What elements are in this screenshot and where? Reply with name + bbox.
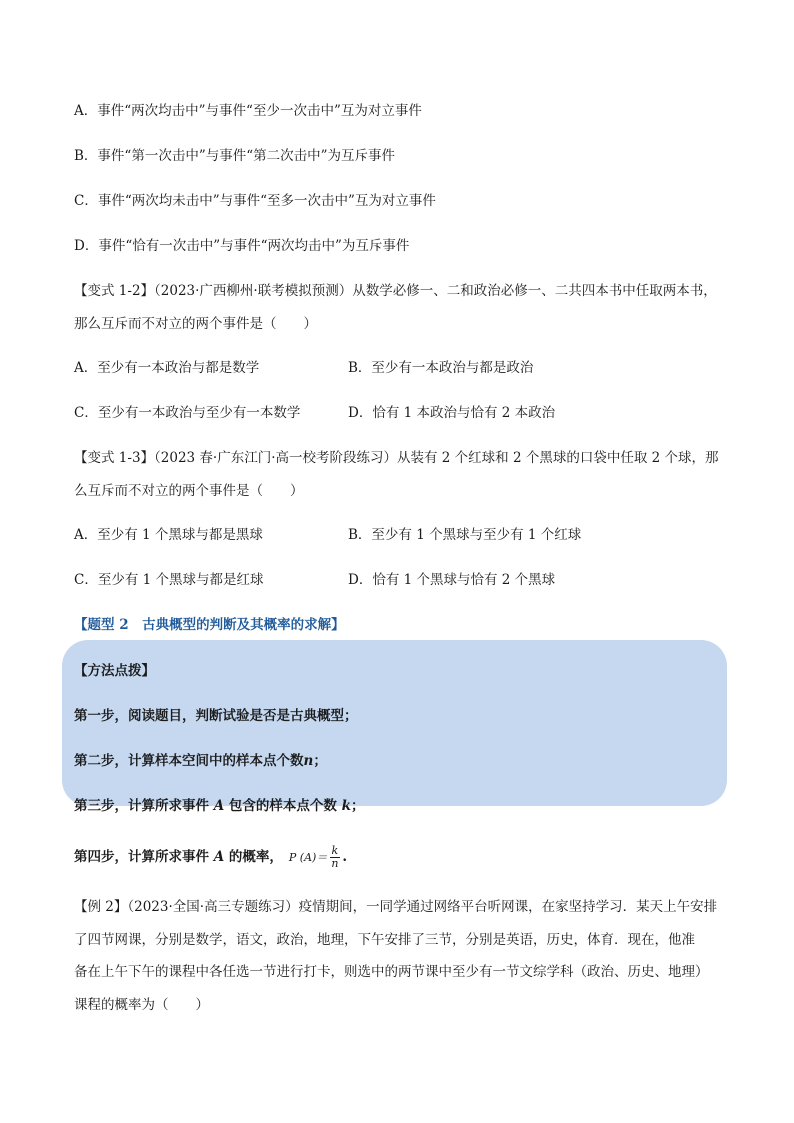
variant-1-3-option-d: D．恰有 1 个黑球与恰有 2 个黑球 <box>348 572 556 588</box>
variant-1-3-stem-line2: 么互斥而不对立的两个事件是（ ） <box>74 483 304 499</box>
method-step-3: 第三步，计算所求事件 A 包含的样本点个数 k； <box>74 798 365 814</box>
example-2-line2: 了四节网课，分别是数学，语文，政治，地理，下午安排了三节，分别是英语，历史，体育．现在，他准 <box>74 932 695 948</box>
option-d: D．事件“恰有一次击中”与事件“两次均击中”为互斥事件 <box>74 238 410 254</box>
method-heading: 【方法点拨】 <box>74 663 155 679</box>
method-step-4: 第四步，计算所求事件 A 的概率， P (A)＝ $\frac{k}{n}$ . <box>74 844 348 870</box>
variant-1-3-option-a: A．至少有 1 个黑球与都是黑球 <box>74 527 263 543</box>
example-2-line4: 课程的概率为（ ） <box>74 997 209 1013</box>
example-2-line1: 【例 2】（2023·全国·高三专题练习）疫情期间，一同学通过网络平台听网课，在家坚持学习．某天上午安排 <box>74 899 718 915</box>
option-c: C．事件“两次均未击中”与事件“至多一次击中”互为对立事件 <box>74 193 436 209</box>
variant-1-3-option-b: B．至少有 1 个黑球与至少有 1 个红球 <box>348 527 582 543</box>
probability-formula: P (A)＝ <box>288 851 328 864</box>
example-2-line3: 备在上午下午的课程中各任选一节进行打卡，则选中的两节课中至少有一节文综学科（政治、历史、地理） <box>74 964 709 980</box>
method-step-1: 第一步，阅读题目，判断试验是否是古典概型； <box>74 708 358 724</box>
option-b: B．事件“第一次击中”与事件“第二次击中”为互斥事件 <box>74 148 396 164</box>
method-step-2: 第二步，计算样本空间中的样本点个数n； <box>74 753 327 769</box>
variant-1-3-stem-line1: 【变式 1-3】（2023 春·广东江门·高一校考阶段练习）从装有 2 个红球和 2 个黑球的口袋中任取 2 个球，那 <box>74 450 719 466</box>
variant-1-2-option-b: B．至少有一本政治与都是政治 <box>348 360 534 376</box>
variant-1-2-option-a: A．至少有一本政治与都是数学 <box>74 360 260 376</box>
variant-1-2-option-c: C．至少有一本政治与至少有一本数学 <box>74 405 301 421</box>
variant-1-3-option-c: C．至少有 1 个黑球与都是红球 <box>74 572 264 588</box>
variant-1-2-stem-line1: 【变式 1-2】（2023·广西柳州·联考模拟预测）从数学必修一、二和政治必修一、二共四本书中任取两本书， <box>74 283 717 299</box>
fraction-k-over-n: $\frac{k}{n}$ <box>331 844 339 870</box>
variant-1-2-label: 【变式 1-2】 <box>74 283 155 299</box>
variant-1-3-label: 【变式 1-3】 <box>74 450 155 466</box>
option-a: A．事件“两次均击中”与事件“至少一次击中”互为对立事件 <box>74 103 422 119</box>
topic-2-heading: 【题型 2 古典概型的判断及其概率的求解】 <box>74 617 345 633</box>
variant-1-2-option-d: D．恰有 1 本政治与恰有 2 本政治 <box>348 405 556 421</box>
variant-1-2-stem-line2: 那么互斥而不对立的两个事件是（ ） <box>74 316 317 332</box>
